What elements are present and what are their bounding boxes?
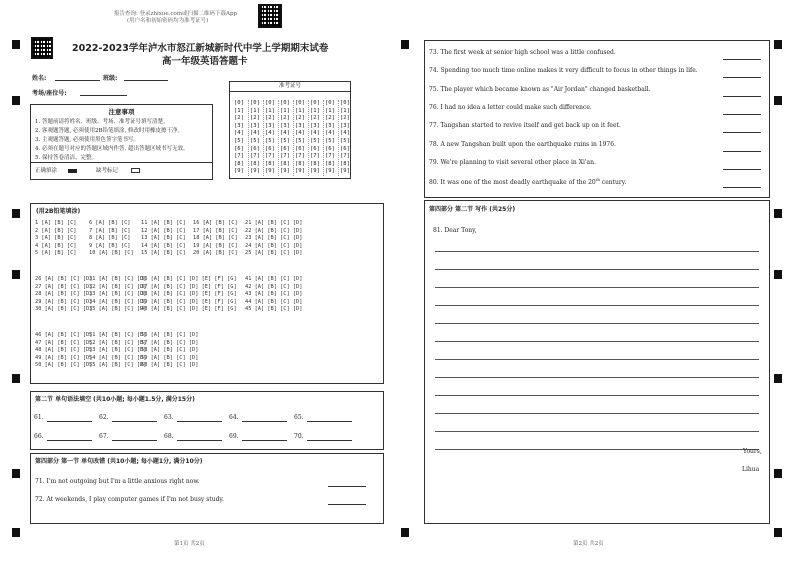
error-answer-field[interactable] [723,96,761,97]
writing-line[interactable] [435,341,759,342]
fill-blank-section [30,391,384,450]
digit-bubble[interactable]: [1] [310,107,320,114]
report-line-2: (用户名和初始密码均为准考证号) [127,18,209,24]
digit-bubble[interactable]: [0] [340,100,350,106]
error-item-text: 80. It was one of the most deadly earthquake of the 20 [429,179,596,187]
error-answer-field[interactable] [723,169,761,170]
timing-mark [774,209,782,218]
correct-fill-sample [68,169,77,173]
answer-bubble-group[interactable]: 36 [A] [B] [C] [D] [E] [F] [G] 37 [A] [B] [C] [D] [E] [F] [G] 38 [A] [B] [C] [D] [E] [F] [G] 39 [A] [B] [C] [D] [E] [F] [G] 40 [A] [B] [C] [D] [E] [F] [G] [141,276,237,313]
timing-mark [12,270,20,279]
fill-blank-field[interactable] [307,440,352,441]
notice-item: 2. 客观题答题, 必须使用2B铅笔填涂, 修改时用橡皮擦干净。 [35,127,184,134]
fill-blank-number: 67. [99,433,109,440]
fill-blank-number: 62. [99,414,109,421]
timing-mark [12,40,20,49]
fill-blank-field[interactable] [47,421,92,422]
digit-bubble[interactable]: [5] [340,137,350,144]
error-item-text-end: century. [599,179,627,187]
digit-bubble[interactable]: [4] [295,130,305,137]
digit-bubble[interactable]: [9] [295,168,305,175]
exam-id-column [278,100,292,176]
digit-bubble[interactable]: [2] [295,115,305,122]
digit-bubble[interactable]: [1] [295,107,305,114]
error-item [429,104,592,111]
digit-bubble[interactable]: [9] [265,168,275,175]
error-answer-field[interactable] [723,77,761,78]
top-qr-code [258,4,282,28]
fill-blank-field[interactable] [307,421,352,422]
digit-bubble[interactable]: [4] [265,130,275,137]
digit-bubble[interactable]: [1] [280,107,290,114]
digit-bubble[interactable]: [1] [325,107,335,114]
digit-bubble[interactable]: [9] [310,168,320,175]
error-answer-field[interactable] [723,114,761,115]
fill-blank-title: 第二节 单句语法填空 (共10小题; 每小题1.5分, 满分15分) [35,396,195,403]
digit-bubble[interactable]: [6] [310,145,320,152]
notice-item: 4. 必须在题号对应的答题区域内作答, 超出答题区域书写无效。 [35,145,189,152]
digit-bubble[interactable]: [3] [310,122,320,129]
timing-mark [774,270,782,279]
digit-bubble[interactable]: [0] [280,100,290,106]
digit-bubble[interactable]: [5] [234,137,244,144]
timing-mark [12,209,20,218]
digit-bubble[interactable]: [6] [234,145,244,152]
digit-bubble[interactable]: [5] [250,137,260,144]
correct-fill-label: 正确填涂 [35,168,58,174]
writing-line[interactable] [435,287,759,288]
fill-blank-field[interactable] [242,421,287,422]
digit-bubble[interactable]: [1] [265,107,275,114]
error-item-72: 72. At weekends, I play computer games if I'm not busy study. [35,496,224,503]
fill-blank-number: 63. [164,414,174,421]
error-item [429,177,626,186]
writing-line[interactable] [435,359,759,360]
fill-blank-field[interactable] [177,421,222,422]
digit-bubble[interactable]: [7] [325,153,335,160]
error-item-text: 73. The first week at senior high school was a little confused. [429,49,616,56]
writing-section [424,200,770,524]
digit-bubble[interactable]: [6] [340,145,350,152]
digit-bubble[interactable]: [4] [234,130,244,137]
room-label: 考场/座位号: [32,90,67,97]
error-correct-title: 第四部分 第一节 单句改错 (共10小题; 每小题1分, 满分10分) [35,458,203,465]
digit-bubble[interactable]: [4] [340,130,350,137]
writing-line[interactable] [435,251,759,252]
digit-bubble[interactable]: [8] [325,160,335,167]
timing-mark [774,528,782,537]
timing-mark [12,96,20,105]
error-correct-section [30,453,384,524]
answer-bubble-group[interactable]: 56 [A] [B] [C] [D] 57 [A] [B] [C] [D] 58 [A] [B] [C] [D] 59 [A] [B] [C] [D] 60 [A] [B] [C] [D] [141,332,199,369]
page-title: 2022-2023学年泸水市怒江新城新时代中学上学期期末试卷 [72,43,329,54]
error-item-text: 77. Tangshan started to revive itself and get back up on it feet. [429,122,621,130]
answer-bubble-group[interactable]: 41 [A] [B] [C] [D] 42 [A] [B] [C] [D] 43 [A] [B] [C] [D] 44 [A] [B] [C] [D] 45 [A] [B] [C] [D] [245,276,303,313]
digit-bubble[interactable]: [6] [265,145,275,152]
fill-blank-number: 65. [294,414,304,421]
digit-bubble[interactable]: [7] [340,153,350,160]
exam-id-column [308,100,322,176]
error-item [429,122,621,129]
digit-bubble[interactable]: [8] [234,160,244,167]
absent-mark-label: 缺考标记 [96,168,119,174]
fill-blank-number: 61. [34,414,44,421]
digit-bubble[interactable]: [0] [234,100,244,106]
digit-bubble[interactable]: [4] [250,130,260,137]
class-label: 班级: [103,75,118,82]
fill-blank-field[interactable] [242,440,287,441]
digit-bubble[interactable]: [3] [234,122,244,129]
fill-blank-number: 64. [229,414,239,421]
exam-id-column [293,100,307,176]
digit-bubble[interactable]: [5] [280,137,290,144]
fill-blank-field[interactable] [47,440,92,441]
digit-bubble[interactable]: [7] [310,153,320,160]
digit-bubble[interactable]: [3] [325,122,335,129]
error-item-text: 76. I had no idea a letter could make such difference. [429,103,592,111]
digit-bubble[interactable]: [0] [295,100,305,106]
digit-bubble[interactable]: [1] [340,107,350,114]
digit-bubble[interactable]: [2] [250,115,260,122]
notice-list [31,116,212,162]
digit-bubble[interactable]: [2] [325,115,335,122]
writing-line[interactable] [435,305,759,306]
digit-bubble[interactable]: [5] [325,137,335,144]
digit-bubble[interactable]: [8] [250,160,260,167]
room-field[interactable] [80,95,127,96]
exam-id-grid [229,81,351,179]
digit-bubble[interactable]: [5] [295,137,305,144]
digit-bubble[interactable]: [2] [340,115,350,122]
answer-bubble-group[interactable]: 46 [A] [B] [C] [D] 47 [A] [B] [C] [D] 48 [A] [B] [C] [D] 49 [A] [B] [C] [D] 50 [A] [B] [C] [D] [35,332,93,369]
timing-mark [401,40,409,49]
digit-bubble[interactable]: [7] [265,153,275,160]
error-answer-field[interactable] [723,151,761,152]
digit-bubble[interactable]: [6] [250,145,260,152]
writing-line[interactable] [435,413,759,414]
digit-bubble[interactable]: [2] [310,115,320,122]
error-item-text: 75. The player which became known as "Air Jordan" changed basketball. [429,85,651,93]
superscript: th [595,177,600,183]
objective-title: (用2B铅笔填涂) [36,208,81,215]
fill-blank-number: 66. [34,433,44,440]
digit-bubble[interactable]: [9] [280,168,290,175]
timing-mark [774,40,782,49]
digit-bubble[interactable]: [8] [340,160,350,167]
digit-bubble[interactable]: [6] [295,145,305,152]
error-item [429,67,698,74]
digit-bubble[interactable]: [8] [280,160,290,167]
digit-bubble[interactable]: [7] [234,153,244,160]
digit-bubble[interactable]: [2] [234,115,244,122]
digit-bubble[interactable]: [8] [265,160,275,167]
answer-field-71[interactable] [328,486,366,487]
error-answer-field[interactable] [723,59,761,60]
error-item [429,49,616,56]
error-item [429,141,616,148]
answer-bubble-group[interactable]: 6 [A] [B] [C] 7 [A] [B] [C] 8 [A] [B] [C] 9 [A] [B] [C] 10 [A] [B] [C] [89,220,134,257]
side-qr-code [31,37,53,59]
digit-bubble[interactable]: [0] [325,100,335,106]
timing-mark [12,374,20,383]
page-footer-1: 第1页 共2页 [174,541,205,547]
digit-bubble[interactable]: [8] [295,160,305,167]
digit-bubble[interactable]: [9] [325,168,335,175]
exam-id-column [323,100,337,176]
digit-bubble[interactable]: [7] [250,153,260,160]
name-field[interactable] [55,80,100,81]
error-item-71: 71. I'm not outgoing but I'm a little anxious right now. [35,478,200,485]
writing-title: 第四部分 第二节 写作 (共25分) [429,206,516,213]
error-answer-field[interactable] [723,132,761,133]
notice-item: 5. 保持答卷清洁、完整。 [35,154,97,161]
answer-bubble-group[interactable]: 1 [A] [B] [C] 2 [A] [B] [C] 3 [A] [B] [C] 4 [A] [B] [C] 5 [A] [B] [C] [35,220,77,257]
name-label: 姓名: [32,75,47,82]
exam-id-column [233,100,246,176]
objective-section [30,203,384,384]
timing-mark [401,528,409,537]
notice-item: 1. 答题前请将姓名、班级、考场、准考证号填写清楚。 [35,119,169,125]
answer-bubble-group[interactable]: 26 [A] [B] [C] [D] 27 [A] [B] [C] [D] 28 [A] [B] [C] [D] 29 [A] [B] [C] [D] 30 [A] [B] [C] [D] [35,276,93,313]
error-answer-field[interactable] [723,187,761,188]
class-field[interactable] [124,80,168,81]
digit-bubble[interactable]: [6] [325,145,335,152]
digit-bubble[interactable]: [3] [295,122,305,129]
error-item [429,159,596,166]
report-line-1: 报告查询: 登录zhixue.com或扫描二维码下载App [114,11,238,17]
digit-bubble[interactable]: [3] [265,122,275,129]
fill-blank-number: 68. [164,433,174,440]
digit-bubble[interactable]: [3] [280,122,290,129]
exam-id-column [263,100,277,176]
fill-blank-field[interactable] [112,421,157,422]
absent-mark-box[interactable] [131,168,140,173]
answer-bubble-group[interactable]: 31 [A] [B] [C] [D] 32 [A] [B] [C] [D] 33 [A] [B] [C] [D] 34 [A] [B] [C] [D] 35 [A] [B] [C] [D] [89,276,147,313]
digit-bubble[interactable]: [2] [280,115,290,122]
writing-line[interactable] [435,269,759,270]
digit-bubble[interactable]: [0] [250,100,260,106]
error-item [429,86,651,93]
answer-bubble-group[interactable]: 21 [A] [B] [C] [D] 22 [A] [B] [C] [D] 23 [A] [B] [C] [D] 24 [A] [B] [C] [D] 25 [A] [B] [C] [D] [245,220,303,257]
error-item-text: 78. A new Tangshan built upon the earthquake ruins in 1976. [429,140,616,148]
timing-mark [774,374,782,383]
fill-blank-number: 70. [294,433,304,440]
error-item-text: 74. Spending too much time online makes it very difficult to focus in other things in life. [429,67,698,75]
digit-bubble[interactable]: [4] [280,130,290,137]
writing-line[interactable] [435,449,759,450]
notice-title: 注意事项 [108,108,135,116]
digit-bubble[interactable]: [9] [250,168,260,175]
digit-bubble[interactable]: [9] [340,168,350,175]
digit-bubble[interactable]: [0] [310,100,320,106]
timing-mark [12,469,20,478]
digit-bubble[interactable]: [6] [280,145,290,152]
writing-greeting: 81. Dear Tony, [433,227,477,234]
digit-bubble[interactable]: [4] [310,130,320,137]
notice-box [30,104,213,180]
notice-divider [31,162,212,163]
digit-bubble[interactable]: [5] [265,137,275,144]
writing-closing: Yours, [743,448,762,455]
digit-bubble[interactable]: [4] [325,130,335,137]
digit-bubble[interactable]: [1] [234,107,244,114]
exam-id-label: 准考证号 [230,82,350,92]
error-correct-continued [424,40,770,198]
fill-blank-number: 69. [229,433,239,440]
digit-bubble[interactable]: [3] [340,122,350,129]
exam-id-column [338,100,352,176]
fill-blank-field[interactable] [112,440,157,441]
digit-bubble[interactable]: [7] [295,153,305,160]
digit-bubble[interactable]: [0] [265,100,275,106]
digit-bubble[interactable]: [9] [234,168,244,175]
digit-bubble[interactable]: [5] [310,137,320,144]
error-item-text: 79. We're planning to visit several other place in Xi'an. [429,158,596,166]
exam-id-column [248,100,262,176]
writing-line[interactable] [435,377,759,378]
notice-item: 3. 主观题答题, 必须使用黑色签字笔书写。 [35,136,139,143]
timing-mark [774,96,782,105]
answer-field-72[interactable] [328,504,366,505]
writing-line[interactable] [435,323,759,324]
answer-bubble-group[interactable]: 16 [A] [B] [C] 17 [A] [B] [C] 18 [A] [B] [C] 19 [A] [B] [C] 20 [A] [B] [C] [193,220,238,257]
timing-mark [774,469,782,478]
answer-bubble-group[interactable]: 51 [A] [B] [C] [D] 52 [A] [B] [C] [D] 53 [A] [B] [C] [D] 54 [A] [B] [C] [D] 55 [A] [B] [C] [D] [89,332,147,369]
digit-bubble[interactable]: [7] [280,153,290,160]
writing-line[interactable] [435,395,759,396]
digit-bubble[interactable]: [3] [250,122,260,129]
writing-line[interactable] [435,431,759,432]
page-footer-2: 第2页 共2页 [573,541,604,547]
answer-bubble-group[interactable]: 11 [A] [B] [C] 12 [A] [B] [C] 13 [A] [B] [C] 14 [A] [B] [C] 15 [A] [B] [C] [141,220,186,257]
digit-bubble[interactable]: [2] [265,115,275,122]
fill-blank-field[interactable] [177,440,222,441]
page-subtitle: 高一年级英语答题卡 [162,56,248,67]
digit-bubble[interactable]: [8] [310,160,320,167]
timing-mark [12,528,20,537]
writing-signature: Lihua [742,466,760,473]
digit-bubble[interactable]: [1] [250,107,260,114]
